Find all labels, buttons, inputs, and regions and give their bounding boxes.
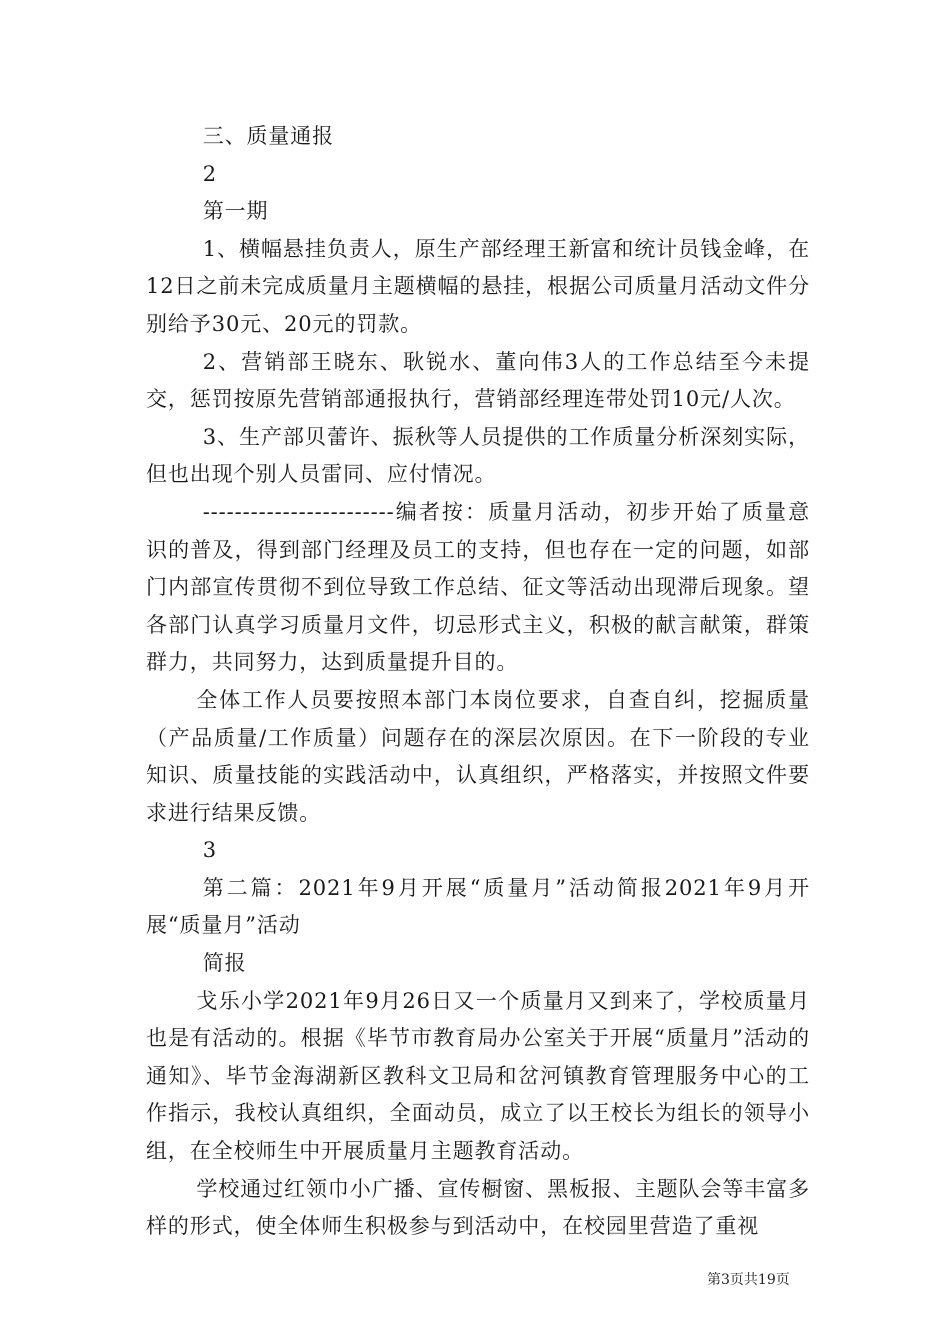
editor-note-paragraph: ------------------------编者按：质量月活动，初步开始了质量意识的普及，得到部门经理及员工的支持，但也存在一定的问题，如部门内部宣传贯彻不到位导致工作总结、征文等活动出现滞后现象。望各部门认真学习质量月文件，切忌形式主义，积极的献言献策，群策群力，共同努力，达到质量提升目的。 [146, 499, 810, 675]
page-number-label: 第3页共19页 [707, 1272, 790, 1288]
page-marker: 2 [202, 161, 217, 186]
paragraph-item-3: 3、生产部贝蕾许、振秋等人员提供的工作质量分析深刻实际，但也出现个别人员雷同、应付情况。 [146, 424, 810, 487]
section-heading: 三、质量通报 [202, 124, 335, 148]
paragraph-item-2: 2、营销部王晓东、耿锐水、董向伟3人的工作总结至今未提交，惩罚按原先营销部通报执行，营销部经理连带处罚10元/人次。 [146, 349, 810, 412]
issue-label: 第一期 [202, 199, 269, 224]
second-article-title: 第二篇：2021年9月开展“质量月”活动简报2021年9月开展“质量月”活动 [146, 875, 810, 938]
school-activities-paragraph: 学校通过红领巾小广播、宣传橱窗、黑板报、主题队会等丰富多样的形式，使全体师生积极参与到活动中，在校园里营造了重视 [146, 1176, 810, 1239]
school-intro-paragraph: 戈乐小学2021年9月26日又一个质量月又到来了，学校质量月也是有活动的。根据《毕节市教育局办公室关于开展“质量月”活动的通知》、毕节金海湖新区教科文卫局和岔河镇教育管理服务中心的工作指示，我校认真组织，全面动员，成立了以王校长为组长的领导小组，在全校师生中开展质量月主题教育活动。 [146, 988, 810, 1164]
brief-label: 简报 [202, 951, 247, 976]
page-marker: 3 [202, 838, 217, 863]
document-body [146, 118, 810, 1246]
staff-requirement-paragraph: 全体工作人员要按照本部门本岗位要求，自查自纠，挖掘质量（产品质量/工作质量）问题存在的深层次原因。在下一阶段的专业知识、质量技能的实践活动中，认真组织，严格落实，并按照文件要求进行结果反馈。 [146, 687, 810, 825]
paragraph-item-1: 1、横幅悬挂负责人，原生产部经理王新富和统计员钱金峰，在12日之前未完成质量月主题横幅的悬挂，根据公司质量月活动文件分别给予30元、20元的罚款。 [146, 236, 810, 336]
